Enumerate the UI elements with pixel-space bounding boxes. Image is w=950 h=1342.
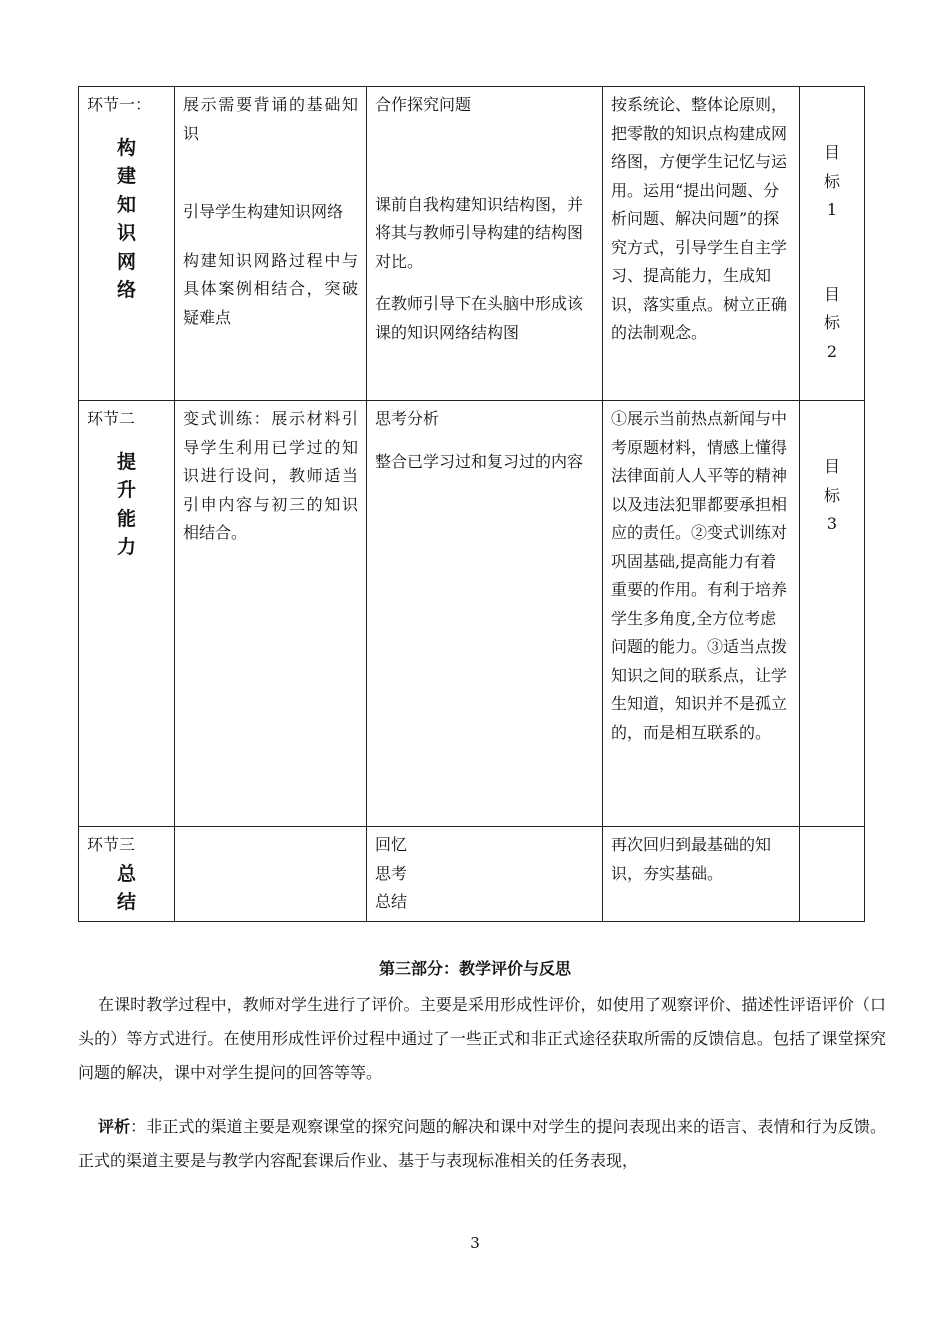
student-activity: 总结 [375,892,408,911]
student-activity-cell [367,87,603,401]
lesson-design-table [78,86,865,922]
teacher-activity: 构建知识网路过程中与具体案例相结合，突破疑难点 [183,250,358,327]
teacher-activity: 引导学生构建知识网络 [183,202,344,221]
design-intent-cell [603,87,800,401]
design-intent-cell [603,827,800,922]
stage-label: 环节二 [87,409,136,428]
goal-label: 目 标 1 [823,143,840,219]
analysis-text: ：非正式的渠道主要是观察课堂的探究问题的解决和课中对学生的提问表现出来的语言、表情和行为反馈。正式的渠道主要是与教学内容配套课后作业、基于与表现标准相关的任务表现， [78,1117,886,1170]
evaluation-paragraph: 在课时教学过程中，教师对学生进行了评价。主要是采用形成性评价，如使用了观察评价、描述性评语评价（口头的）等方式进行。在使用形成性评价过程中通过了一些正式和非正式途径获取所需的反馈信息。包括了课堂探究问题的解决，课中对学生提问的回答等等。 [78,995,886,1082]
teacher-activity-cell [175,401,367,827]
table-row-stage-3 [79,827,865,922]
stage-label: 环节一： [87,95,152,114]
student-activity: 思考分析 [375,409,440,428]
goal-label: 目 标 3 [823,457,840,533]
page-number: 3 [470,1234,480,1252]
student-activity: 在教师引导下在头脑中形成该课的知识网络结构图 [375,294,584,342]
goal-cell [800,827,865,922]
student-activity: 合作探究问题 [375,95,472,114]
student-activity: 回忆 [375,835,408,854]
student-activity-cell [367,827,603,922]
teacher-activity-cell [175,827,367,922]
goal-label: 目 标 2 [823,284,840,361]
goal-cell [800,401,865,827]
stage-name: 提 升 能 力 [116,450,136,558]
goal-cell [800,87,865,401]
stage-label: 环节三 [87,835,136,854]
teacher-activity-cell [175,87,367,401]
analysis-label: 评析 [98,1117,131,1136]
design-intent: 再次回归到最基础的知识，夯实基础。 [611,835,772,883]
stage-cell [79,827,175,922]
design-intent: 按系统论、整体论原则，把零散的知识点构建成网络图，方便学生记忆与运用。运用“提出问题、分析问题、解决问题”的探究方式，引导学生自主学习、提高能力，生成知识，落实重点。树立正确的法制观念。 [611,95,788,342]
teacher-activity: 展示需要背诵的基础知识 [183,95,358,143]
stage-cell [79,87,175,401]
student-activity-cell [367,401,603,827]
stage-name: 总 结 [116,862,136,913]
student-activity: 整合已学习过和复习过的内容 [375,451,584,471]
student-activity: 课前自我构建知识结构图，并将其与教师引导构建的结构图对比。 [375,194,584,271]
teacher-activity: 变式训练：展示材料引导学生利用已学过的知识进行设问，教师适当引申内容与初三的知识相结合。 [183,409,358,542]
stage-cell [79,401,175,827]
analysis-paragraph [78,1110,886,1178]
section-title: 第三部分：教学评价与反思 [378,959,571,978]
table-row-stage-2 [79,401,865,827]
design-intent-cell [603,401,800,827]
design-intent: ①展示当前热点新闻与中考原题材料，情感上懂得法律面前人人平等的精神以及违法犯罪都要承担相应的责任。②变式训练对巩固基础,提高能力有着重要的作用。有利于培养学生多角度,全方位考虑问题的能力。③适当点拨知识之间的联系点，让学生知道，知识并不是孤立的，而是相互联系的。 [611,409,788,742]
student-activity: 思考 [375,863,408,883]
table-row-stage-1 [79,87,865,401]
stage-name: 构 建 知 识 网 络 [116,136,136,301]
